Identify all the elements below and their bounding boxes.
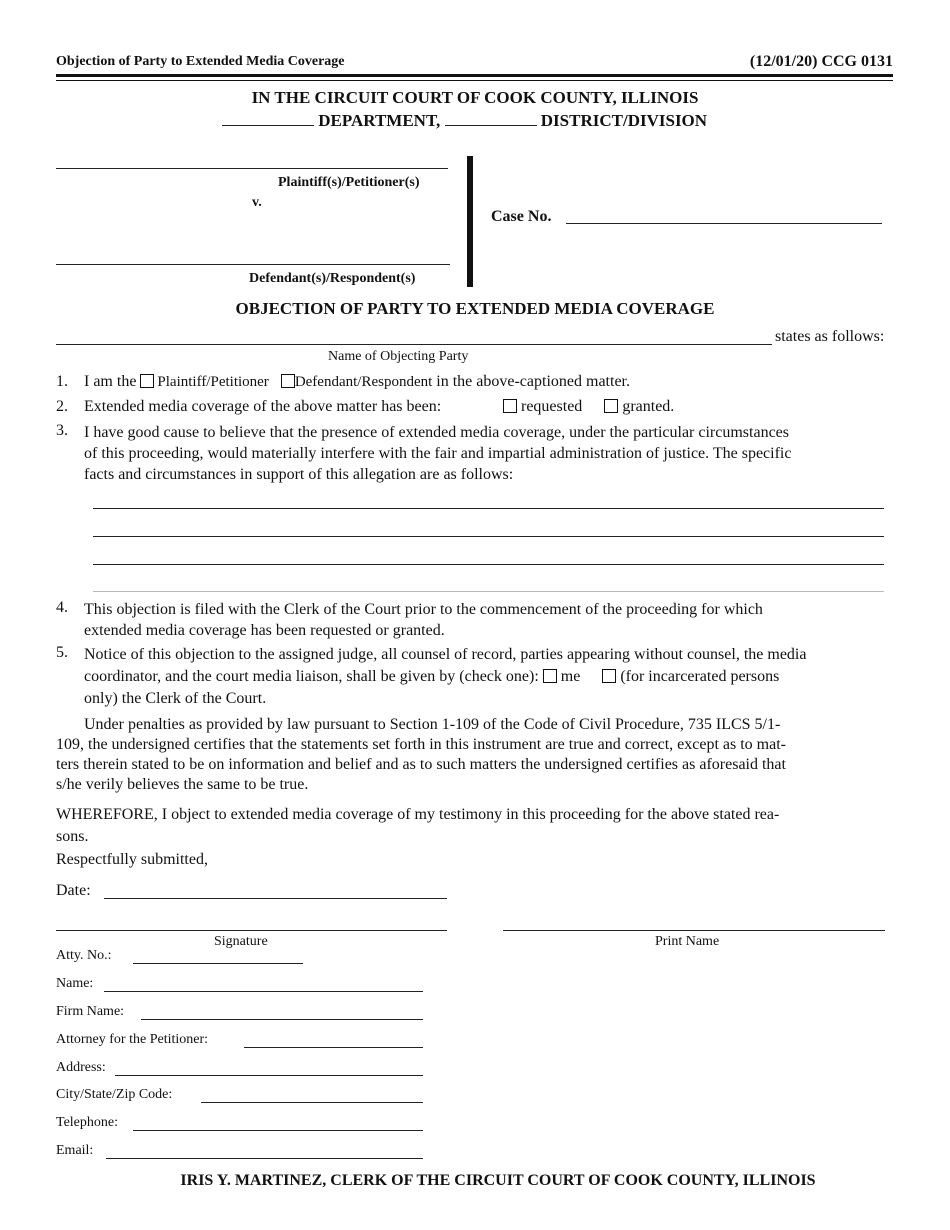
item-5-line-2-prefix: coordinator, and the court media liaison, shall be given by (check one): — [84, 668, 539, 685]
atty-no-field[interactable] — [133, 963, 303, 964]
certification-line-3: ters therein stated to be on information and belief and as to such matters the undersigned certifies as aforesaid that — [56, 756, 786, 773]
plaintiff-name-line[interactable] — [56, 168, 448, 169]
signature-line[interactable] — [56, 930, 447, 931]
item-4-line-2: extended media coverage has been requested or granted. — [84, 622, 445, 639]
facts-line-4[interactable] — [93, 591, 884, 592]
name-field[interactable] — [104, 991, 423, 992]
defendant-label: Defendant(s)/Respondent(s) — [249, 271, 416, 286]
item-2-options — [503, 398, 674, 416]
requested-checkbox[interactable] — [503, 399, 517, 413]
telephone-label: Telephone: — [56, 1115, 118, 1130]
case-no-label: Case No. — [491, 208, 552, 225]
objecting-party-caption: Name of Objecting Party — [328, 349, 469, 364]
item-5-line-3: only) the Clerk of the Court. — [84, 690, 267, 707]
item-4-text — [84, 599, 904, 641]
me-label: me — [560, 668, 581, 685]
firm-name-field[interactable] — [141, 1019, 423, 1020]
closing-text: Respectfully submitted, — [56, 851, 208, 868]
district-label: DISTRICT/DIVISION — [540, 111, 708, 130]
item-3-text — [84, 422, 904, 485]
wherefore-line-1: WHEREFORE, I object to extended media coverage of my testimony in this proceeding for the above stated rea- — [56, 806, 780, 823]
item-4-number: 4. — [56, 599, 68, 616]
item-3-line-1: I have good cause to believe that the presence of extended media coverage, under the particular circumstances — [84, 424, 790, 441]
address-label: Address: — [56, 1060, 106, 1075]
attorney-for-field[interactable] — [244, 1047, 423, 1048]
plaintiff-checkbox[interactable] — [140, 374, 154, 388]
case-no-field[interactable] — [566, 223, 882, 224]
defendant-checkbox[interactable] — [281, 374, 295, 388]
firm-name-label: Firm Name: — [56, 1004, 125, 1019]
wherefore-paragraph — [56, 804, 896, 848]
email-field[interactable] — [106, 1158, 423, 1159]
atty-no-label: Atty. No.: — [56, 948, 112, 963]
requested-label: requested — [521, 398, 583, 415]
item-3-line-3: facts and circumstances in support of this allegation are as follows: — [84, 466, 514, 483]
item-1-suffix: in the above-captioned matter. — [436, 373, 630, 390]
item-1 — [84, 373, 630, 391]
header-rule-thin — [56, 80, 893, 81]
print-name-label: Print Name — [655, 934, 720, 949]
department-blank[interactable] — [222, 113, 314, 126]
department-line — [222, 111, 732, 131]
facts-line-3[interactable] — [93, 564, 884, 565]
item-2-number: 2. — [56, 398, 68, 415]
item-3-number: 3. — [56, 422, 68, 439]
certification-paragraph — [56, 715, 896, 795]
item-5-line-2 — [84, 666, 914, 688]
wherefore-line-2: sons. — [56, 828, 89, 845]
form-code: (12/01/20) CCG 0131 — [749, 53, 893, 70]
granted-checkbox[interactable] — [604, 399, 618, 413]
plaintiff-label: Plaintiff(s)/Petitioner(s) — [278, 175, 420, 190]
defendant-name-line[interactable] — [56, 264, 450, 265]
city-state-zip-label: City/State/Zip Code: — [56, 1087, 173, 1102]
clerk-checkbox[interactable] — [602, 669, 616, 683]
item-1-number: 1. — [56, 373, 68, 390]
item-2-text: Extended media coverage of the above matter has been: — [84, 398, 442, 415]
clerk-footer: IRIS Y. MARTINEZ, CLERK OF THE CIRCUIT COURT OF COOK COUNTY, ILLINOIS — [180, 1172, 816, 1189]
date-label: Date: — [56, 882, 91, 899]
district-blank[interactable] — [445, 113, 537, 126]
signature-label: Signature — [214, 934, 268, 949]
header-rule-thick — [56, 74, 893, 77]
court-name: IN THE CIRCUIT COURT OF COOK COUNTY, ILLINOIS — [251, 88, 699, 107]
email-label: Email: — [56, 1143, 94, 1158]
caption-divider — [467, 156, 473, 287]
date-field[interactable] — [104, 898, 447, 899]
department-label: DEPARTMENT, — [318, 111, 441, 130]
item-5-number: 5. — [56, 644, 68, 661]
name-label: Name: — [56, 976, 94, 991]
defendant-option-label: Defendant/Respondent — [294, 374, 433, 390]
attorney-for-label: Attorney for the Petitioner: — [56, 1032, 209, 1047]
objecting-party-field[interactable] — [56, 344, 772, 345]
clerk-option-label: (for incarcerated persons — [620, 668, 780, 685]
certification-line-1: Under penalties as provided by law pursuant to Section 1-109 of the Code of Civil Procedure, 735 ILCS 5/1- — [84, 716, 781, 733]
versus-label: v. — [252, 195, 262, 210]
document-title: OBJECTION OF PARTY TO EXTENDED MEDIA COVERAGE — [235, 299, 715, 318]
form-title-header: Objection of Party to Extended Media Coverage — [56, 54, 345, 69]
item-3-line-2: of this proceeding, would materially interfere with the fair and impartial administration of justice. The specific — [84, 445, 792, 462]
certification-line-2: 109, the undersigned certifies that the statements set forth in this instrument are true and correct, except as to mat- — [56, 736, 786, 753]
item-4-line-1: This objection is filed with the Clerk of the Court prior to the commencement of the proceeding for which — [84, 601, 763, 618]
certification-line-4: s/he verily believes the same to be true. — [56, 776, 309, 793]
item-5-text — [84, 644, 914, 710]
granted-label: granted. — [622, 398, 675, 415]
facts-line-1[interactable] — [93, 508, 884, 509]
address-field[interactable] — [115, 1075, 423, 1076]
city-state-zip-field[interactable] — [201, 1102, 423, 1103]
plaintiff-option-label: Plaintiff/Petitioner — [157, 374, 269, 390]
me-checkbox[interactable] — [543, 669, 557, 683]
states-as-follows-label: states as follows: — [775, 328, 885, 345]
facts-line-2[interactable] — [93, 536, 884, 537]
telephone-field[interactable] — [133, 1130, 423, 1131]
item-1-prefix: I am the — [84, 373, 137, 390]
print-name-line[interactable] — [503, 930, 885, 931]
item-5-line-1: Notice of this objection to the assigned judge, all counsel of record, parties appearing without counsel, the media — [84, 646, 807, 663]
